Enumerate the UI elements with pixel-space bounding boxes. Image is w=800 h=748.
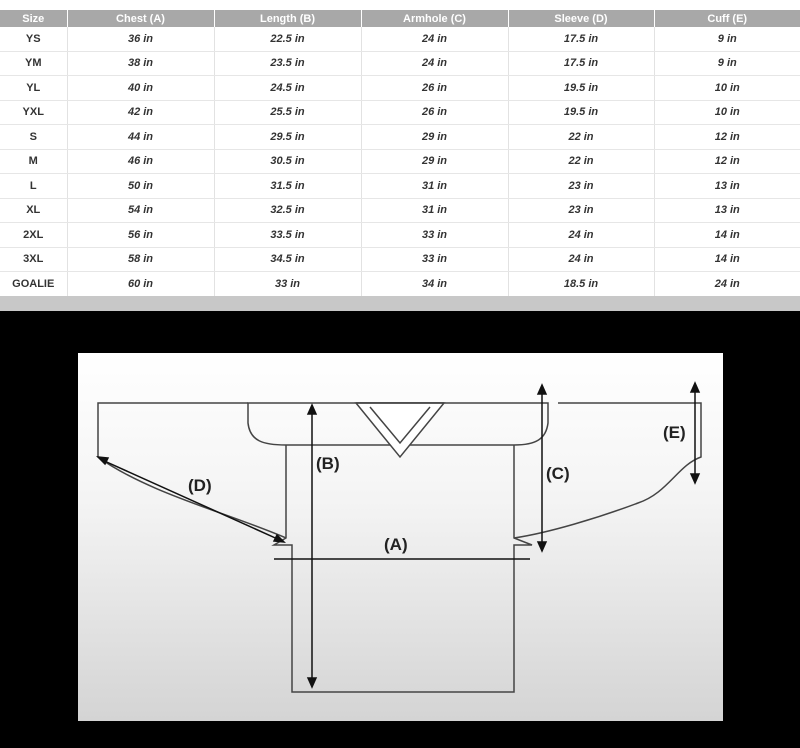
jersey-diagram (78, 353, 723, 721)
measurement-cell: 24 in (654, 272, 800, 297)
table-row (0, 174, 800, 199)
measurement-cell: 29.5 in (214, 125, 361, 150)
table-row (0, 149, 800, 174)
table-row (0, 272, 800, 297)
size-cell: YM (0, 51, 67, 76)
measurement-cell: 13 in (654, 174, 800, 199)
measurement-cell: 50 in (67, 174, 214, 199)
measurement-cell: 10 in (654, 76, 800, 101)
measurement-cell: 34 in (361, 272, 508, 297)
measurement-cell: 24 in (361, 27, 508, 51)
measurement-cell: 29 in (361, 149, 508, 174)
header-cuff: Cuff (E) (654, 10, 800, 27)
measurement-cell: 10 in (654, 100, 800, 125)
measurement-cell: 24 in (508, 223, 654, 248)
measurement-cell: 14 in (654, 247, 800, 272)
measurement-cell: 24 in (508, 247, 654, 272)
size-cell: 3XL (0, 247, 67, 272)
measurement-cell: 34.5 in (214, 247, 361, 272)
table-footer-bar (0, 296, 800, 311)
measurement-cell: 56 in (67, 223, 214, 248)
measurement-cell: 17.5 in (508, 27, 654, 51)
measurement-cell: 24.5 in (214, 76, 361, 101)
table-row (0, 198, 800, 223)
measurement-cell: 33 in (361, 247, 508, 272)
measurement-cell: 14 in (654, 223, 800, 248)
measurement-cell: 54 in (67, 198, 214, 223)
measurement-cell: 32.5 in (214, 198, 361, 223)
measurement-cell: 44 in (67, 125, 214, 150)
sleeve-arrow (100, 459, 282, 541)
measurement-cell: 58 in (67, 247, 214, 272)
size-cell: YL (0, 76, 67, 101)
measurement-cell: 36 in (67, 27, 214, 51)
measurement-cell: 31.5 in (214, 174, 361, 199)
table-row (0, 51, 800, 76)
measurement-cell: 42 in (67, 100, 214, 125)
measurement-cell: 19.5 in (508, 76, 654, 101)
cuff-label: (E) (663, 423, 686, 442)
chest-label: (A) (384, 535, 408, 554)
table-row (0, 223, 800, 248)
measurement-cell: 17.5 in (508, 51, 654, 76)
header-size: Size (0, 10, 67, 27)
measurement-cell: 46 in (67, 149, 214, 174)
header-chest: Chest (A) (67, 10, 214, 27)
measurement-cell: 31 in (361, 198, 508, 223)
measurement-cell: 26 in (361, 76, 508, 101)
table-row (0, 125, 800, 150)
measurement-cell: 26 in (361, 100, 508, 125)
measurement-cell: 29 in (361, 125, 508, 150)
sleeve-label: (D) (188, 476, 212, 495)
header-length: Length (B) (214, 10, 361, 27)
length-label: (B) (316, 454, 340, 473)
measurement-cell: 12 in (654, 149, 800, 174)
header-armhole: Armhole (C) (361, 10, 508, 27)
collar-outline (356, 403, 444, 457)
jersey-diagram-panel (78, 353, 723, 721)
size-cell: S (0, 125, 67, 150)
measurement-cell: 23.5 in (214, 51, 361, 76)
measurement-cell: 33 in (361, 223, 508, 248)
measurement-cell: 40 in (67, 76, 214, 101)
measurement-cell: 25.5 in (214, 100, 361, 125)
size-cell: GOALIE (0, 272, 67, 297)
measurement-cell: 23 in (508, 174, 654, 199)
measurement-cell: 19.5 in (508, 100, 654, 125)
measurement-cell: 30.5 in (214, 149, 361, 174)
measurement-cell: 18.5 in (508, 272, 654, 297)
table-header-row (0, 10, 800, 27)
table-row (0, 247, 800, 272)
measurement-cell: 13 in (654, 198, 800, 223)
measurement-cell: 23 in (508, 198, 654, 223)
table-row (0, 100, 800, 125)
size-cell: YXL (0, 100, 67, 125)
measurement-cell: 9 in (654, 51, 800, 76)
measurement-cell: 22.5 in (214, 27, 361, 51)
table-row (0, 27, 800, 51)
measurement-cell: 9 in (654, 27, 800, 51)
measurement-cell: 33.5 in (214, 223, 361, 248)
measurement-cell: 24 in (361, 51, 508, 76)
measurement-cell: 60 in (67, 272, 214, 297)
armhole-label: (C) (546, 464, 570, 483)
size-chart-table (0, 10, 800, 297)
measurement-cell: 38 in (67, 51, 214, 76)
measurement-cell: 31 in (361, 174, 508, 199)
size-cell: L (0, 174, 67, 199)
size-cell: XL (0, 198, 67, 223)
table-row (0, 76, 800, 101)
measurement-cell: 12 in (654, 125, 800, 150)
size-cell: 2XL (0, 223, 67, 248)
header-sleeve: Sleeve (D) (508, 10, 654, 27)
measurement-cell: 22 in (508, 149, 654, 174)
measurement-cell: 33 in (214, 272, 361, 297)
size-chart-section (0, 0, 800, 311)
measurement-cell: 22 in (508, 125, 654, 150)
size-cell: M (0, 149, 67, 174)
size-cell: YS (0, 27, 67, 51)
